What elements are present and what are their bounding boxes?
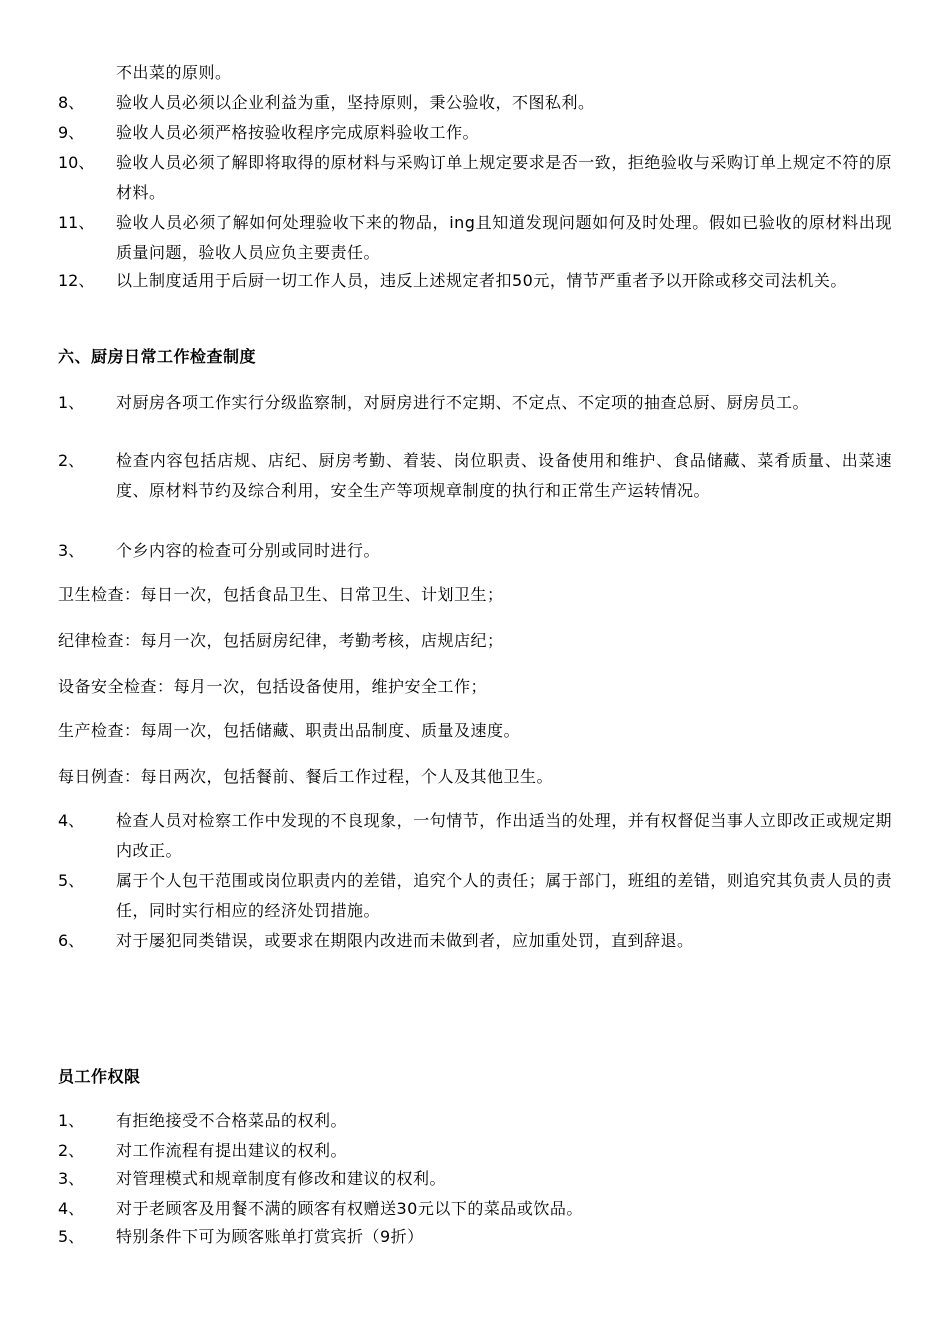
list-item-number: 8、 bbox=[58, 93, 85, 112]
list-item-number: 3、 bbox=[58, 1169, 85, 1188]
list-item-text: 对厨房各项工作实行分级监察制，对厨房进行不定期、不定点、不定项的抽查总厨、厨房员工。 bbox=[116, 393, 810, 412]
list-item-number: 3、 bbox=[58, 541, 85, 560]
list-item-number: 6、 bbox=[58, 931, 85, 950]
list-item-number: 9、 bbox=[58, 123, 85, 142]
continuation-text: 不出菜的原则。 bbox=[116, 63, 232, 82]
list-item-text: 验收人员必须以企业利益为重，坚持原则，秉公验收，不图私利。 bbox=[116, 93, 595, 112]
list-item-text: 对于老顾客及用餐不满的顾客有权赠送30元以下的菜品或饮品。 bbox=[116, 1199, 583, 1218]
check-line: 每日例查：每日两次，包括餐前、餐后工作过程，个人及其他卫生。 bbox=[58, 767, 554, 786]
list-item-number: 5、 bbox=[58, 871, 85, 890]
list-item-number: 2、 bbox=[58, 451, 85, 470]
list-item-text: 特别条件下可为顾客账单打赏宾折（9折） bbox=[116, 1227, 424, 1246]
list-item-text: 对管理模式和规章制度有修改和建议的权利。 bbox=[116, 1169, 447, 1188]
list-item-number: 5、 bbox=[58, 1227, 85, 1246]
list-item-text: 对于屡犯同类错误，或要求在期限内改进而未做到者，应加重处罚，直到辞退。 bbox=[116, 931, 694, 950]
check-line: 设备安全检查：每月一次，包括设备使用，维护安全工作； bbox=[58, 677, 488, 696]
check-line: 纪律检查：每月一次，包括厨房纪律，考勤考核，店规店纪； bbox=[58, 631, 504, 650]
list-item-text: 属于个人包干范围或岗位职责内的差错，追究个人的责任；属于部门，班组的差错，则追究其负责人员的责任，同时实行相应的经济处罚措施。 bbox=[116, 871, 892, 920]
list-item-text: 验收人员必须了解如何处理验收下来的物品，ing且知道发现问题如何及时处理。假如已验收的原材料出现质量问题，验收人员应负主要责任。 bbox=[116, 213, 892, 262]
list-item-text: 有拒绝接受不合格菜品的权利。 bbox=[116, 1111, 348, 1130]
list-item-number: 4、 bbox=[58, 1199, 85, 1218]
check-line: 卫生检查：每日一次，包括食品卫生、日常卫生、计划卫生； bbox=[58, 585, 504, 604]
section-heading: 员工作权限 bbox=[58, 1067, 141, 1086]
list-item-text: 验收人员必须了解即将取得的原材料与采购订单上规定要求是否一致，拒绝验收与采购订单上规定不符的原材料。 bbox=[116, 153, 892, 202]
list-item-text: 检查内容包括店规、店纪、厨房考勤、着装、岗位职责、设备使用和维护、食品储藏、菜肴质量、出菜速度、原材料节约及综合利用，安全生产等项规章制度的执行和正常生产运转情况。 bbox=[116, 451, 892, 500]
list-item-number: 11、 bbox=[58, 213, 95, 232]
list-item-number: 2、 bbox=[58, 1141, 85, 1160]
list-item-number: 12、 bbox=[58, 271, 95, 290]
section-heading: 六、厨房日常工作检查制度 bbox=[58, 347, 257, 366]
list-item-text: 个乡内容的检查可分别或同时进行。 bbox=[116, 541, 381, 560]
list-item-number: 4、 bbox=[58, 811, 85, 830]
check-line: 生产检查：每周一次，包括储藏、职责出品制度、质量及速度。 bbox=[58, 721, 521, 740]
list-item-text: 以上制度适用于后厨一切工作人员，违反上述规定者扣50元，情节严重者予以开除或移交司法机关。 bbox=[116, 271, 847, 290]
list-item-number: 1、 bbox=[58, 393, 85, 412]
list-item-number: 1、 bbox=[58, 1111, 85, 1130]
list-item-text: 对工作流程有提出建议的权利。 bbox=[116, 1141, 348, 1160]
list-item-number: 10、 bbox=[58, 153, 95, 172]
list-item-text: 检查人员对检察工作中发现的不良现象，一句情节，作出适当的处理，并有权督促当事人立即改正或规定期内改正。 bbox=[116, 811, 892, 860]
list-item-text: 验收人员必须严格按验收程序完成原料验收工作。 bbox=[116, 123, 480, 142]
